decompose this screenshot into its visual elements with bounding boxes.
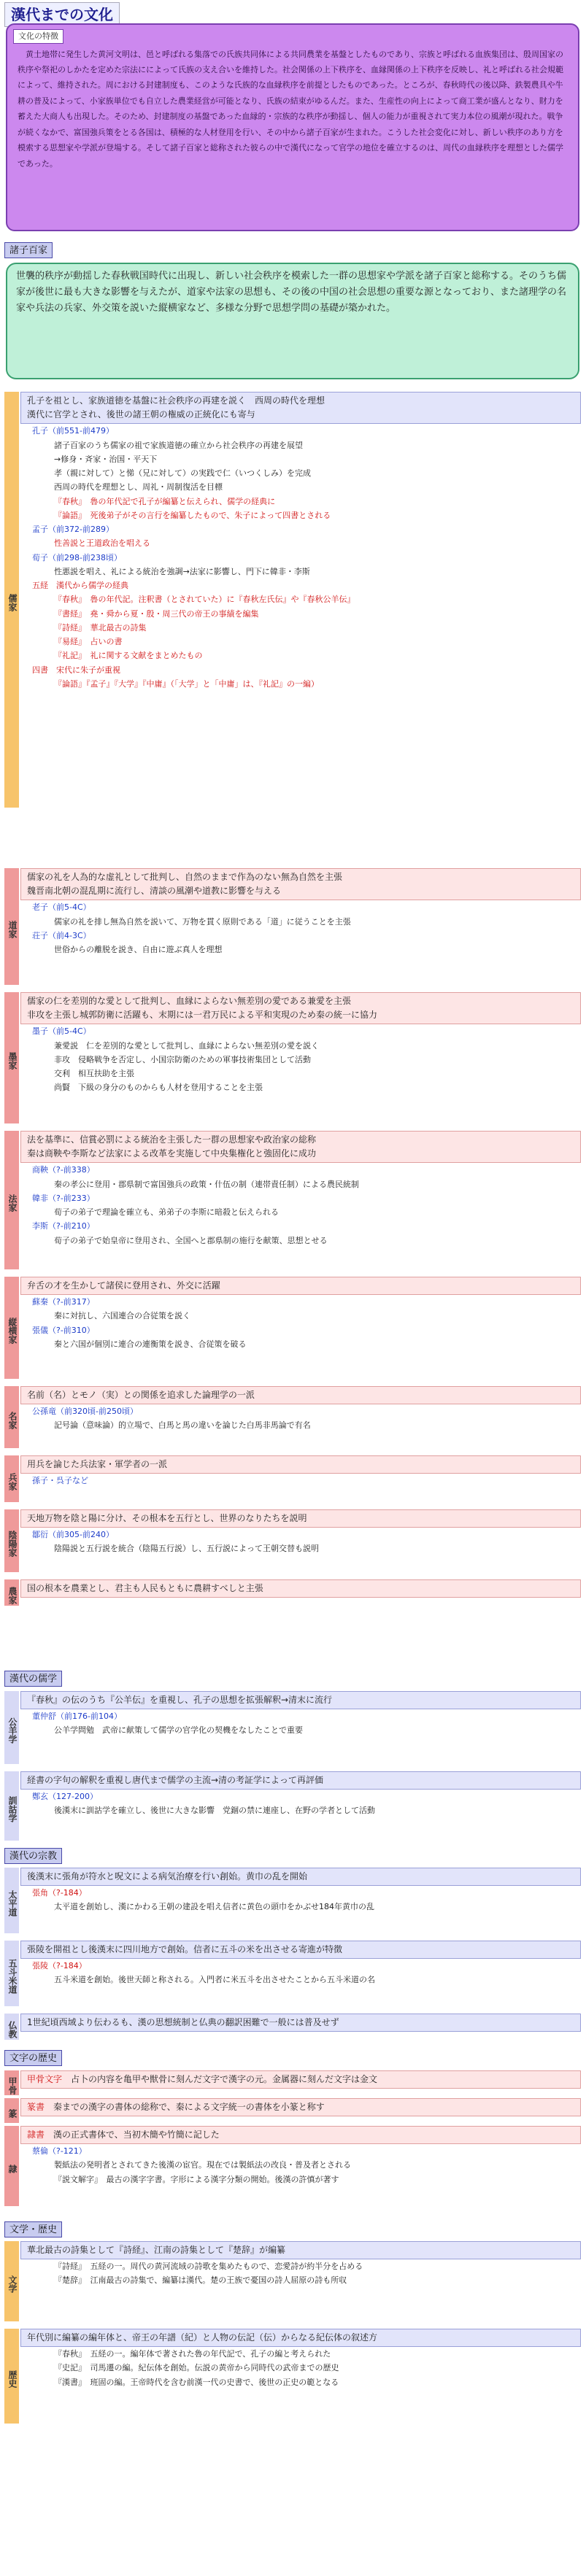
line: 五斗米道を創始。後世天師と称される。入門者に米五斗を出させたことから五斗米道の名 xyxy=(54,1975,375,1985)
line: 五経 漢代から儒学の経典 xyxy=(32,581,128,591)
line: 兼愛説 仁を差別的な愛として批判し、血縁によらない無差別の愛を説く xyxy=(54,1040,319,1051)
doka-group xyxy=(4,868,581,985)
line: 諸子百家のうち儒家の祖で家族道徳の確立から社会秩序の再建を展望 xyxy=(54,440,303,450)
doka-label: 道家 xyxy=(4,868,19,985)
noka-group xyxy=(4,1579,581,1606)
kokotsu-group xyxy=(4,2070,581,2095)
line: 『漢書』 班固の編。王帝時代を含む前漢一代の史書で、後世の正史の範となる xyxy=(54,2377,339,2387)
line: 秦の孝公に登用・郡県制で富国強兵の政策・什伍の制（連帯責任制）による農民統制 xyxy=(54,1179,359,1189)
kuyo-group xyxy=(4,1691,581,1764)
bukkyo-lead: 1世紀頃西域より伝わるも、漢の思想統制と仏典の翻訳困難で一般には普及せず xyxy=(20,2014,581,2032)
line: 四書 宋代に朱子が重視 xyxy=(32,665,120,675)
line: 製紙法の発明者とされてきた後漢の宦官。現在では製紙法の改良・普及者とされる xyxy=(54,2160,351,2170)
line: 『論語』 死後弟子がその言行を編纂したもので、朱子によって四書とされる xyxy=(54,510,331,520)
boku-group xyxy=(4,992,581,1123)
line: 西周の時代を理想とし、周礼・周制復活を目標 xyxy=(54,482,223,492)
kokotsu-vlabel: 甲骨 xyxy=(4,2070,19,2095)
juka-group xyxy=(4,392,581,808)
bukkyo-label: 仏教 xyxy=(4,2014,19,2040)
jugo-group xyxy=(4,1277,581,1379)
section-shukyo-header: 漢代の宗教 xyxy=(4,1848,62,1864)
bukkyo-group xyxy=(4,2014,581,2040)
kuyo-lead: 『春秋』の伝のうち『公羊伝』を重視し、孔子の思想を拡張解釈→清末に流行 xyxy=(20,1691,581,1709)
line: 鄒衍（前305-前240） xyxy=(32,1530,114,1540)
doka-lead xyxy=(20,868,581,900)
line: 公羊学問勉 武帝に献策して儒学の官学化の契機をなしたことで重要 xyxy=(54,1725,303,1736)
line: 『史記』 司馬遷の編。紀伝体を創始。伝説の黄帝から同時代の武帝までの歴史 xyxy=(54,2363,339,2373)
line: 荀子（前298-前238頃） xyxy=(32,552,122,562)
page-title: 漢代までの文化 xyxy=(4,2,120,27)
line: 孟子（前372-前289） xyxy=(32,525,114,535)
heika-label: 兵家 xyxy=(4,1455,19,1502)
taihei-label: 太平道 xyxy=(4,1868,19,1933)
kokotsu-text: 占卜の内容を亀甲や獣骨に刻んだ文字で漢字の元。金属器に刻んだ文字は金文 xyxy=(71,2074,378,2084)
jugo-label: 縦横家 xyxy=(4,1277,19,1379)
line: 非攻 侵略戦争を否定し、小国宗防衛のための軍事技術集団として活動 xyxy=(54,1054,311,1064)
line: 孔子（前551-前479） xyxy=(32,426,114,436)
rekishi-group xyxy=(4,2329,581,2424)
kunko-lead: 経書の字句の解釈を重視し唐代まで儒学の主流→清の考証学によって再評価 xyxy=(20,1771,581,1790)
intro-text: 黄土地帯に発生した黄河文明は、邑と呼ばれる集落での氏族共同体による共同農業を基盤としたものであり、宗族と呼ばれる血族集団は、殷周国家の秩序や祭祀のしかたを定めた宗法にによって氏族の支え合いを維持した。社会関係の上下秩序を、血縁関係の上下秩序を反映し、礼と呼ばれる社会規範によって、維持された。周における封建制度も、このような氏族的な血縁秩序を前提としたものであった。ところが、春秋時代の後以降、鉄製農具や牛耕の普及によって、小家族単位でも自立した農業経営が可能となり、氏族の結束がゆるんだ。また、生産性の向上によって商工業が盛んとなり、財力を蓄えた大商人も出現した。そのため、封建制度の基盤であった血縁的・宗族的な秩序が動揺し、個人の能力が重視されて実力本位の風潮が現れた。戦争が続くなかで、富国強兵策をとる各国は、積極的な人材登用を行い、その中から諸子百家が生まれた。こうした社会変化に対し、新しい秩序のあり方を模索する思想家や学派が登場する。そして諸子百家と総称された彼らの中で漢代になって官学の地位を確立するのは、周代の血縁秩序を理想とした儒学であった。 xyxy=(18,49,563,169)
intro-box xyxy=(6,23,579,231)
bungaku-lead: 華北最古の詩集として『詩経』、江南の詩集として『楚辞』が編纂 xyxy=(20,2241,581,2259)
line: 秦に対抗し、六国連合の合従策を説く xyxy=(54,1311,190,1321)
line: 記号論（意味論）的立場で、白馬と馬の違いを論じた白馬非馬論で有名 xyxy=(54,1420,311,1431)
line: 『春秋』 魯の年代記で孔子が編纂と伝えられ、儒学の経典に xyxy=(54,496,276,506)
line: →修身・斉家・治国・平天下 xyxy=(54,454,158,464)
line: 孝（親に対して）と悌（兄に対して）の実践で仁（いつくしみ）を完成 xyxy=(54,468,311,479)
line: 『易経』 占いの書 xyxy=(54,637,123,647)
line: 『書経』 堯・舜から夏・殷・周三代の帝王の事績を編集 xyxy=(54,608,259,619)
reisho-lead xyxy=(20,2126,581,2144)
line: 李斯（?-前210） xyxy=(32,1221,95,1231)
reisho-vlabel: 隷 xyxy=(4,2126,19,2206)
kokotsu-lead xyxy=(20,2070,581,2089)
rekishi-lead: 年代別に編纂の編年体と、帝王の年譜（紀）と人物の伝記（伝）からなる紀伝体の叙述方 xyxy=(20,2329,581,2347)
line: 太平道を創始し、漢にかわる王朝の建設を唱え信者に黄色の頭巾をかぶせ184年黄巾の乱 xyxy=(54,1902,374,1912)
line: 老子（前5-4C） xyxy=(32,902,91,913)
section-shoshi-header: 諸子百家 xyxy=(4,242,53,258)
heika-lead: 用兵を論じた兵法家・軍学者の一派 xyxy=(20,1455,581,1474)
jugo-lead: 弁舌の才を生かして諸侯に登用され、外交に活躍 xyxy=(20,1277,581,1295)
doka-lead-1: 儒家の礼を人為的な虚礼として批判し、自然のままで作為のない無為自然を主張 xyxy=(27,872,343,882)
reisho-text: 漢の正式書体で、当初木簡や竹簡に記した xyxy=(53,2130,220,2140)
gotobei-group xyxy=(4,1941,581,2006)
tensho-text: 秦までの漢字の書体の総称で、秦による文字統一の書体を小篆と称す xyxy=(53,2102,325,2112)
meika-group xyxy=(4,1386,581,1448)
line: 荘子（前4-3C） xyxy=(32,930,91,940)
juka-lines xyxy=(20,424,581,691)
juka-lead-1: 孔子を祖とし、家族道徳を基盤に社会秩序の再建を説く 西周の時代を理想 xyxy=(27,395,325,406)
hoka-lead xyxy=(20,1131,581,1163)
rekishi-label: 歴史 xyxy=(4,2329,19,2424)
gotobei-lead: 張陵を開祖とし後漢末に四川地方で創始。信者に五斗の米を出させる寄進が特徴 xyxy=(20,1941,581,1959)
line: 後漢末に訓詁学を確立し、後世に大きな影響 党錮の禁に連座し、在野の学者として活動 xyxy=(54,1806,375,1816)
line: 『楚辞』 江南最古の詩集で、編纂は漢代。楚の王族で憂国の詩人屈原の詩も所収 xyxy=(54,2275,347,2286)
meika-lead: 名前（名）とモノ（実）との関係を追求した論理学の一派 xyxy=(20,1386,581,1404)
boku-lead xyxy=(20,992,581,1024)
hoka-group xyxy=(4,1131,581,1269)
inyo-label: 陰陽家 xyxy=(4,1509,19,1572)
line: 交利 相互扶助を主張 xyxy=(54,1069,134,1079)
line: 荀子の弟子で理論を確立も、弟弟子の李斯に暗殺と伝えられる xyxy=(54,1207,279,1218)
line: 董仲舒（前176-前104） xyxy=(32,1711,122,1722)
line: 荀子の弟子で始皇帝に登用され、全国へと郡県制の施行を献策、思想とせる xyxy=(54,1235,328,1245)
section-jugaku-header: 漢代の儒学 xyxy=(4,1671,62,1687)
reisho-label: 隷書 xyxy=(27,2130,45,2140)
hoka-label: 法家 xyxy=(4,1131,19,1269)
kuyo-label: 公羊学 xyxy=(4,1691,19,1764)
noka-lead: 国の根本を農業とし、君主も人民もともに農耕すべしと主張 xyxy=(20,1579,581,1598)
line: 秦と六国が個別に連合の連衡策を説き、合従策を破る xyxy=(54,1339,247,1349)
meika-label: 名家 xyxy=(4,1386,19,1448)
line: 孫子・呉子など xyxy=(32,1476,88,1486)
hoka-lead-1: 法を基準に、信賞必罰による統治を主張した一群の思想家や政治家の総称 xyxy=(27,1134,317,1145)
bungaku-group xyxy=(4,2241,581,2321)
line: 『論語』『孟子』『大学』『中庸』（「大学」と「中庸」は、『礼記』の一編） xyxy=(54,678,319,689)
line: 鄭玄（127-200） xyxy=(32,1792,98,1802)
line: 『礼記』 礼に関する文献をまとめたもの xyxy=(54,651,203,661)
kunko-group xyxy=(4,1771,581,1841)
bungaku-label: 文学 xyxy=(4,2241,19,2321)
line: 『春秋』 魯の年代記。注釈書（とされていた）に『春秋左氏伝』や『春秋公羊伝』 xyxy=(54,595,355,605)
line: 蔡倫（?-121） xyxy=(32,2146,87,2157)
juka-label: 儒家 xyxy=(4,392,19,808)
line: 商鞅（?-前338） xyxy=(32,1165,95,1175)
taihei-lead: 後漢末に張角が符水と呪文による病気治療を行い創始。黄巾の乱を開始 xyxy=(20,1868,581,1886)
section-bunrekishi-header: 文学・歴史 xyxy=(4,2221,62,2237)
line: 張儀（?-前310） xyxy=(32,1325,95,1335)
line: 儒家の礼を排し無為自然を説いて、万物を貫く原則である「道」に従うことを主張 xyxy=(54,916,351,927)
tensho-label: 篆書 xyxy=(27,2102,45,2112)
tensho-lead xyxy=(20,2098,581,2116)
line: 蘇秦（?-前317） xyxy=(32,1297,95,1307)
tensho-group xyxy=(4,2098,581,2123)
line: 『詩経』 華北最古の詩集 xyxy=(54,622,147,633)
line: 性悪説を唱え、礼による統治を強調→法家に影響し、門下に韓非・李斯 xyxy=(54,566,310,576)
boku-label: 墨家 xyxy=(4,992,19,1123)
line: 張陵（?-184） xyxy=(32,1961,87,1971)
line: 張角（?-184） xyxy=(32,1888,87,1898)
line: 性善説と王道政治を唱える xyxy=(54,538,150,549)
taihei-group xyxy=(4,1868,581,1933)
line: 世俗からの離脱を説き、自由に遊ぶ真人を理想 xyxy=(54,945,223,955)
line: 公孫竜（前320頃-前250頃） xyxy=(32,1407,138,1417)
line: 尚賢 下級の身分のものからも人材を登用することを主張 xyxy=(54,1083,263,1093)
kunko-label: 訓詁学 xyxy=(4,1771,19,1841)
noka-label: 農家 xyxy=(4,1579,19,1606)
boku-lead-1: 儒家の仁を差別的な愛として批判し、血縁によらない無差別の愛である兼愛を主張 xyxy=(27,996,352,1006)
line: 墨子（前5-4C） xyxy=(32,1026,91,1037)
line: 韓非（?-前233） xyxy=(32,1193,95,1203)
doka-lead-2: 魏晋南北朝の混乱期に流行し、清談の風潮や道教に影響を与える xyxy=(27,886,282,897)
juka-lead xyxy=(20,392,581,424)
juka-lead-2: 漢代に官学とされ、後世の諸王朝の権威の正統化にも寄与 xyxy=(27,409,255,420)
line: 『詩経』 五経の一。周代の黄河流域の詩歌を集めたもので、恋愛詩が約半分を占める xyxy=(54,2262,363,2272)
shoshi-intro: 世襲的秩序が動揺した春秋戦国時代に出現し、新しい社会秩序を模索した一群の思想家や学派を諸子百家と総称する。そのうち儒家が後世に最も大きな影響を与えたが、道家や法家の思想も、その後の中国の社会思想の重要な源となっており、また諸理学の名家や兵法の兵家、外交策を説いた縦横家など、多様な分野で思想学問の基礎が築かれた。 xyxy=(6,263,579,379)
tensho-vlabel: 篆 xyxy=(4,2098,19,2123)
section-moji-header: 文字の歴史 xyxy=(4,2050,62,2066)
intro-tag: 文化の特徴 xyxy=(13,29,63,44)
line: 『説文解字』 最古の漢字字書。字形による漢字分類の開始。後漢の許慎が著す xyxy=(54,2174,339,2184)
line: 『春秋』 五経の一。編年体で著された魯の年代記で、孔子の編と考えられた xyxy=(54,2349,331,2359)
reisho-group xyxy=(4,2126,581,2206)
heika-group xyxy=(4,1455,581,1502)
line: 陰陽説と五行説を統合（陰陽五行説）し、五行説によって王朝交替も説明 xyxy=(54,1544,319,1554)
gotobei-label: 五斗米道 xyxy=(4,1941,19,2006)
hoka-lead-2: 秦は商鞅や李斯など法家による改革を実施して中央集権化と強固化に成功 xyxy=(27,1148,317,1159)
boku-lead-2: 非攻を主張し城郭防衛に活躍も、末期には一君万民による平和実現のため秦の統一に協力 xyxy=(27,1010,378,1021)
inyo-lead: 天地万物を陰と陽に分け、その根本を五行とし、世界のなりたちを説明 xyxy=(20,1509,581,1528)
inyo-group xyxy=(4,1509,581,1572)
kokotsu-label: 甲骨文字 xyxy=(27,2074,63,2084)
